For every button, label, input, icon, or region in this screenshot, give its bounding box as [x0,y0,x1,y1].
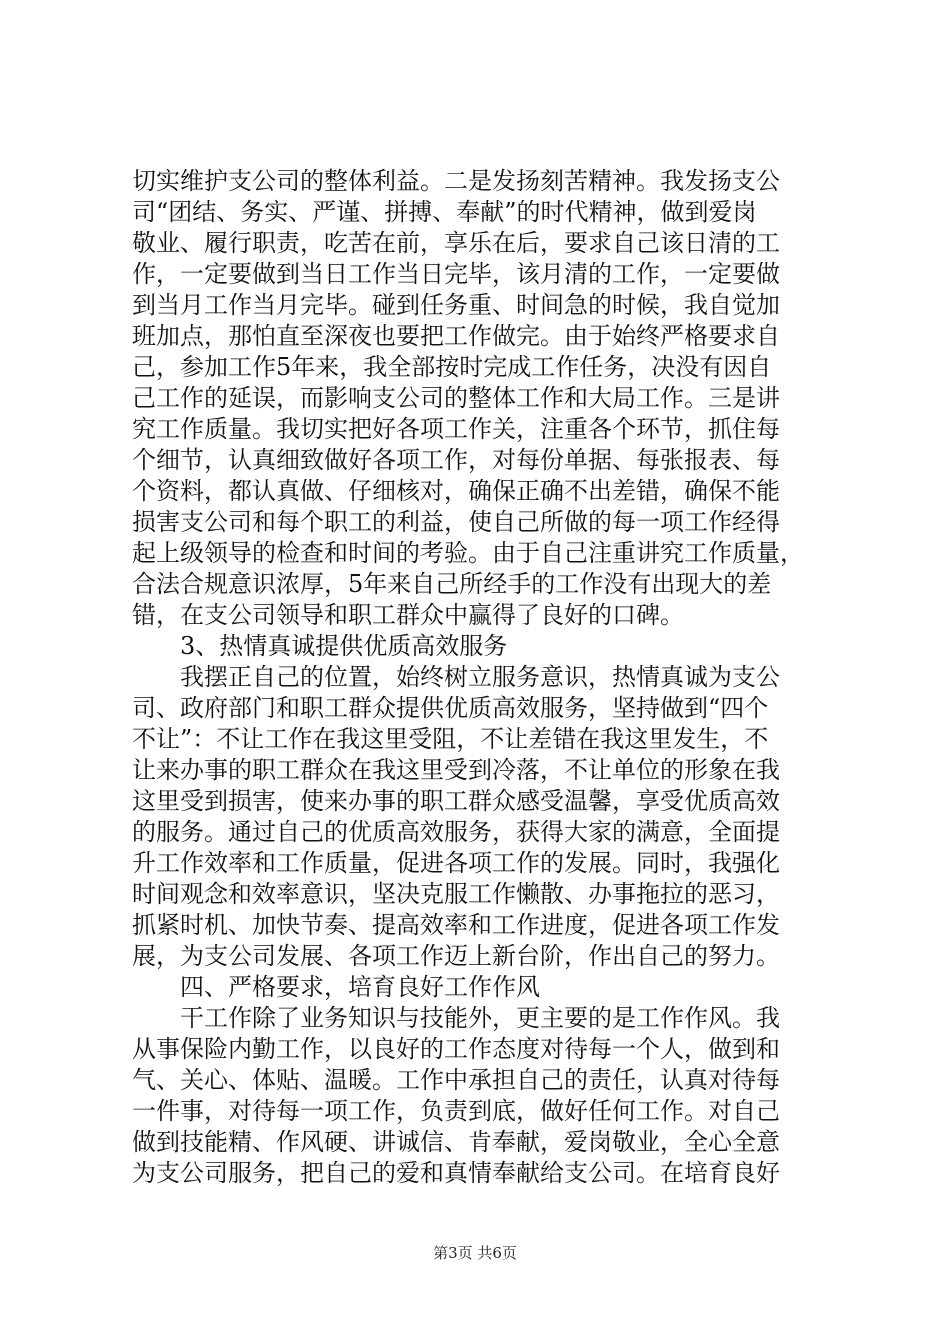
text-line: 这里受到损害，使来办事的职工群众感受温馨，享受优质高效 [132,787,780,815]
text-line: 时间观念和效率意识，坚决克服工作懒散、办事拖拉的恶习， [132,880,780,908]
text-line: 展，为支公司发展、各项工作迈上新台阶，作出自己的努力。 [132,942,780,970]
text-line: 合法合规意识浓厚，5年来自己所经手的工作没有出现大的差 [132,570,772,598]
text-line: 己，参加工作5年来，我全部按时完成工作任务，决没有因自 [132,353,772,381]
section-heading: 四、严格要求，培育良好工作作风 [132,973,540,1001]
body-text [132,166,828,1189]
text-line: 抓紧时机、加快节奏、提高效率和工作进度，促进各项工作发 [132,911,780,939]
text-line: 损害支公司和每个职工的利益，使自己所做的每一项工作经得 [132,508,780,536]
text-line: 切实维护支公司的整体利益。二是发扬刻苦精神。我发扬支公 [132,167,780,195]
text-line: 做到技能精、作风硬、讲诚信、肯奉献，爱岗敬业，全心全意 [132,1128,780,1156]
text-line: 己工作的延误，而影响支公司的整体工作和大局工作。三是讲 [132,384,780,412]
text-line: 究工作质量。我切实把好各项工作关，注重各个环节，抓住每 [132,415,780,443]
section-heading: 3、热情真诚提供优质高效服务 [132,632,508,660]
page-footer: 第3页 共6页 [433,1244,517,1262]
text-line: 干工作除了业务知识与技能外，更主要的是工作作风。我 [132,1004,780,1032]
text-line: 的服务。通过自己的优质高效服务，获得大家的满意，全面提 [132,818,780,846]
text-line: 敬业、履行职责，吃苦在前，享乐在后，要求自己该日清的工 [132,229,780,257]
text-line: 作，一定要做到当日工作当日完毕，该月清的工作，一定要做 [132,260,780,288]
text-line: 一件事，对待每一项工作，负责到底，做好任何工作。对自己 [132,1097,780,1125]
text-line: 升工作效率和工作质量，促进各项工作的发展。同时，我强化 [132,849,780,877]
text-line: 不让”：不让工作在我这里受阻，不让差错在我这里发生，不 [132,725,769,753]
text-line: 我摆正自己的位置，始终树立服务意识，热情真诚为支公 [132,663,780,691]
text-line: 个细节，认真细致做好各项工作，对每份单据、每张报表、每 [132,446,780,474]
text-line: 班加点，那怕直至深夜也要把工作做完。由于始终严格要求自 [132,322,780,350]
text-line: 司“团结、务实、严谨、拼搏、奉献”的时代精神，做到爱岗 [132,198,757,226]
text-line: 起上级领导的检查和时间的考验。由于自己注重讲究工作质量， [132,539,804,567]
text-line: 到当月工作当月完毕。碰到任务重、时间急的时候，我自觉加 [132,291,780,319]
text-line: 为支公司服务，把自己的爱和真情奉献给支公司。在培育良好 [132,1159,780,1187]
text-line: 错，在支公司领导和职工群众中赢得了良好的口碑。 [132,601,684,629]
text-line: 司、政府部门和职工群众提供优质高效服务，坚持做到“四个 [132,694,769,722]
text-line: 让来办事的职工群众在我这里受到冷落，不让单位的形象在我 [132,756,780,784]
text-line: 从事保险内勤工作，以良好的工作态度对待每一个人，做到和 [132,1035,780,1063]
text-line: 气、关心、体贴、温暖。工作中承担自己的责任，认真对待每 [132,1066,780,1094]
text-line: 个资料，都认真做、仔细核对，确保正确不出差错，确保不能 [132,477,780,505]
